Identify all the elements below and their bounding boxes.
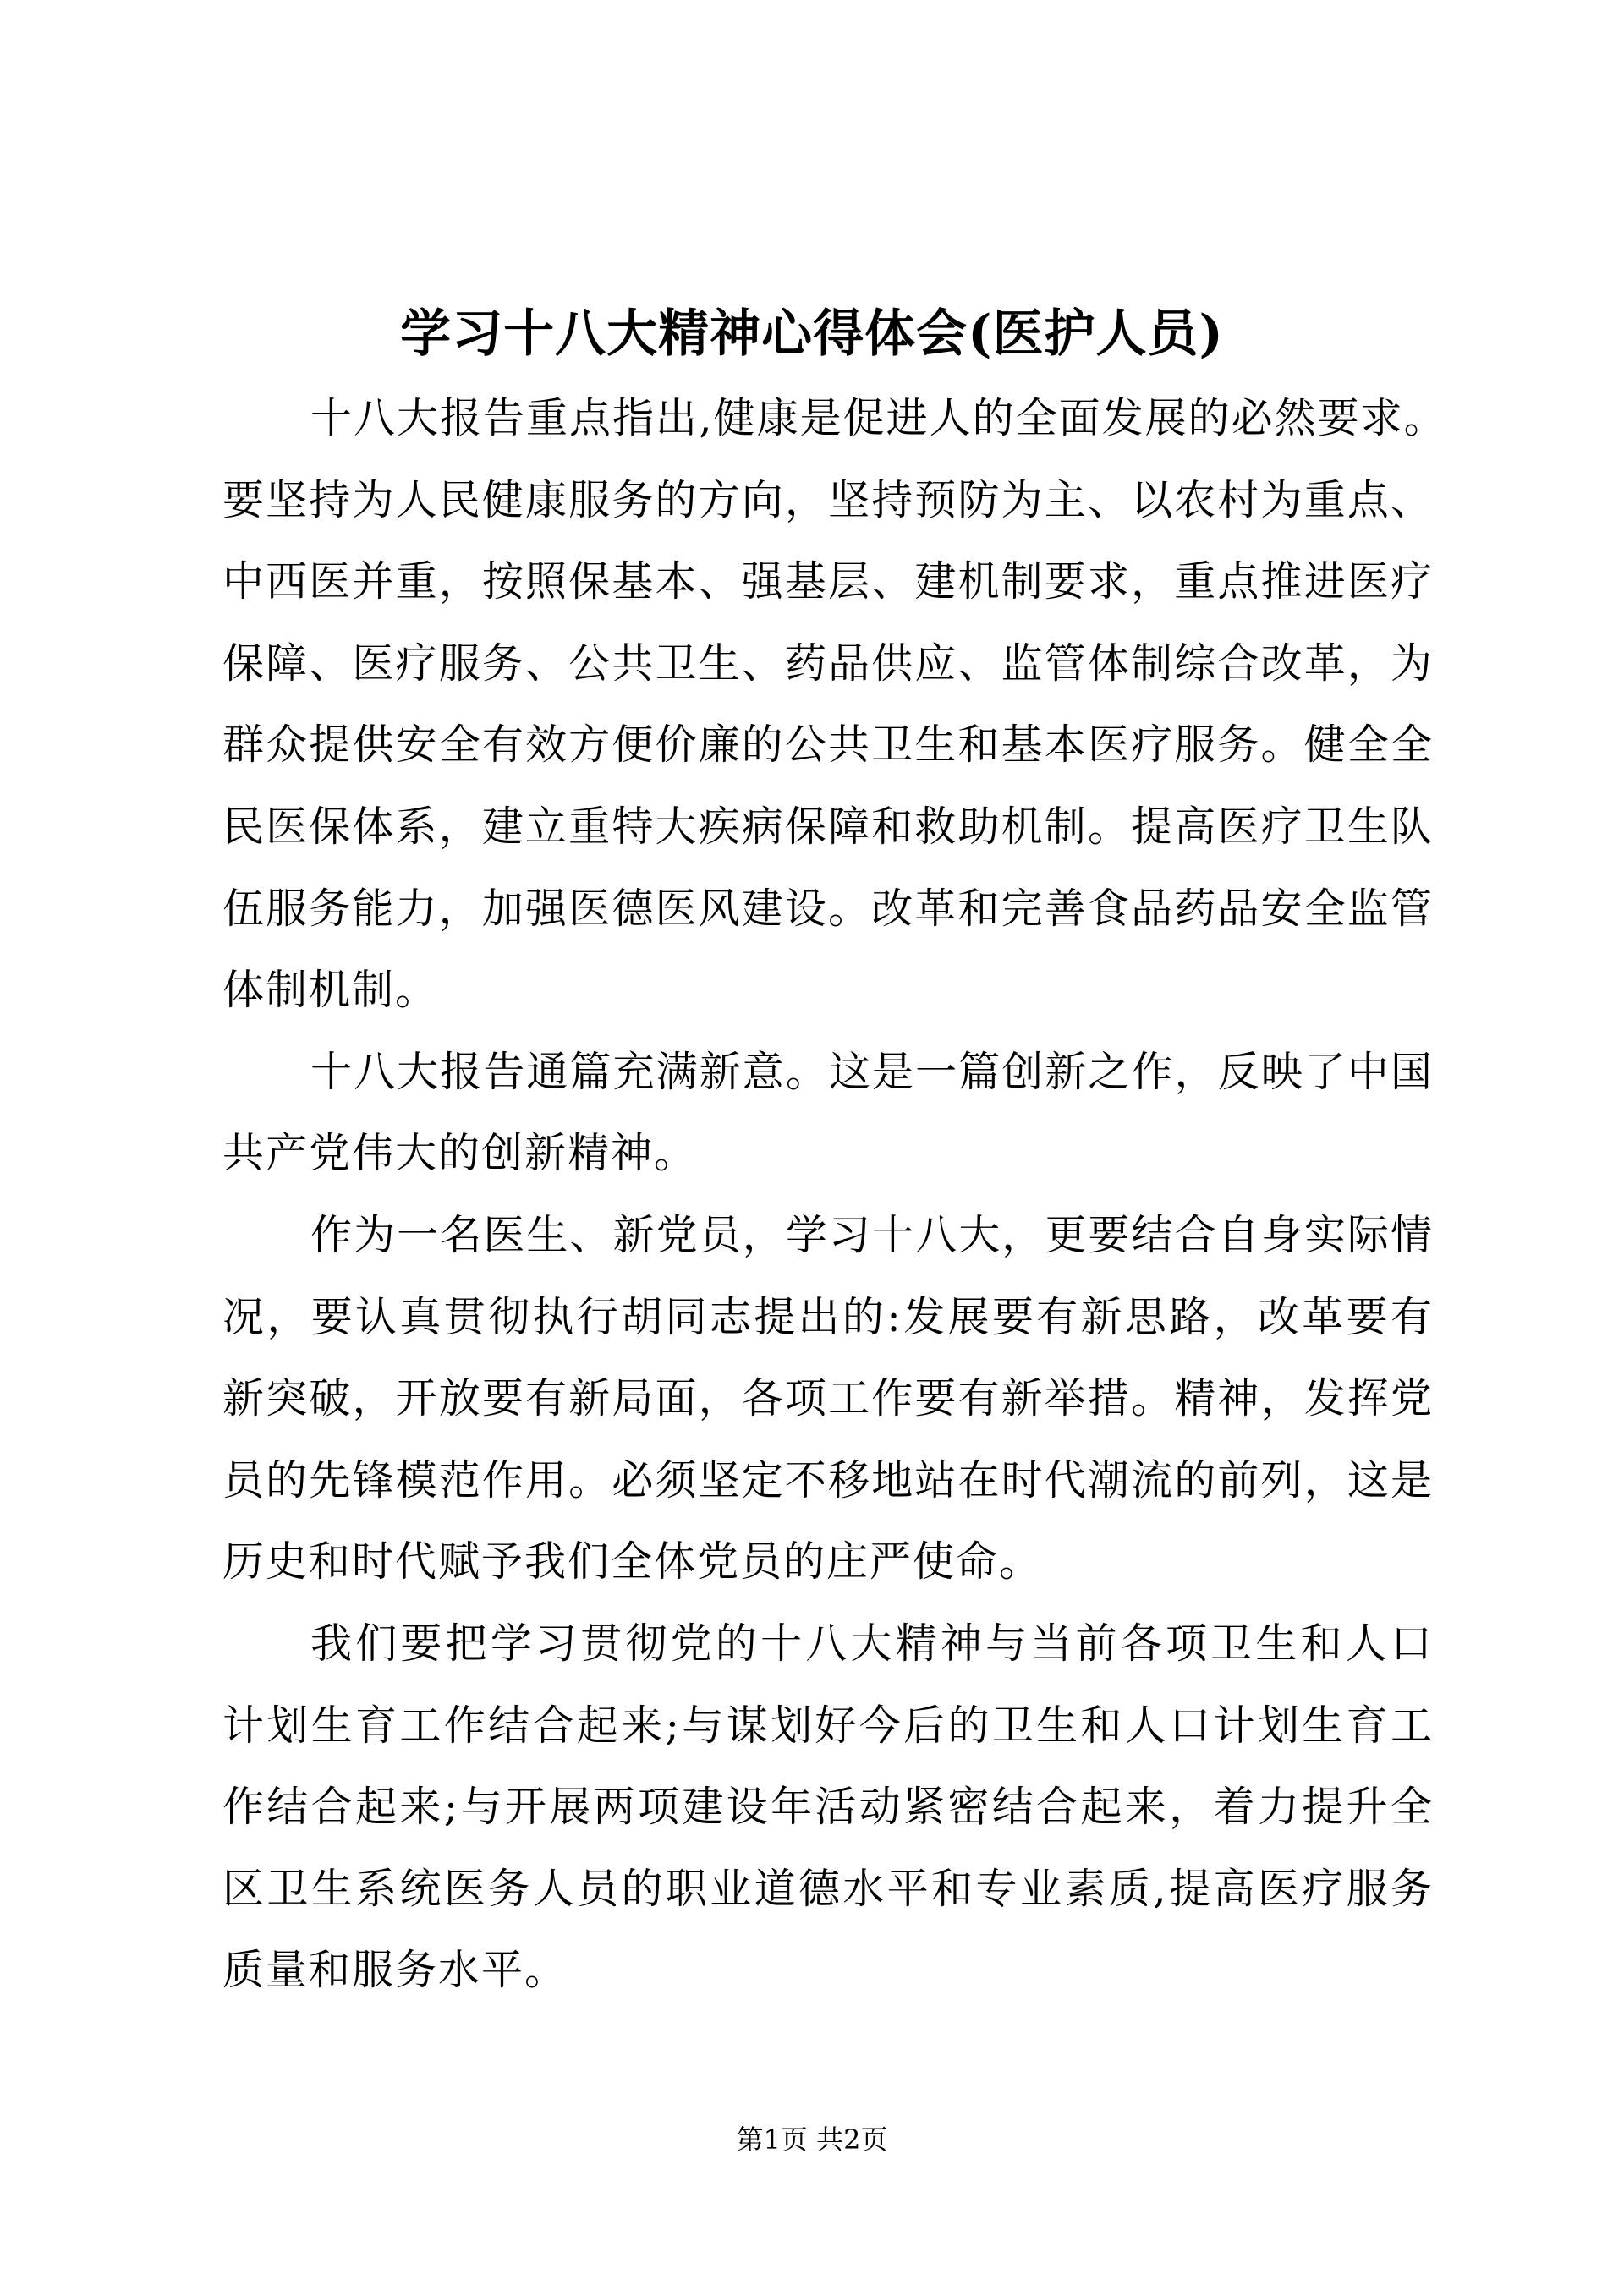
text-line: 保障、医疗服务、公共卫生、药品供应、监管体制综合改革，为 (222, 638, 1434, 688)
text-line: 质量和服务水平。 (222, 1946, 568, 1995)
paragraph (222, 378, 1447, 1032)
text-line: 十八大报告通篇充满新意。这是一篇创新之作，反映了中国 (310, 1047, 1434, 1096)
text-line: 体制机制。 (222, 966, 439, 1015)
text-line: 民医保体系，建立重特大疾病保障和救助机制。提高医疗卫生队 (222, 802, 1434, 851)
text-line: 中西医并重，按照保基本、强基层、建机制要求，重点推进医疗 (222, 557, 1434, 606)
text-line: 新突破，开放要有新局面，各项工作要有新举措。精神，发挥党 (222, 1374, 1434, 1423)
text-line: 况，要认真贯彻执行胡同志提出的:发展要有新思路，改革要有 (222, 1292, 1434, 1341)
paragraph (222, 1195, 1434, 1603)
text-line: 共产党伟大的创新精神。 (222, 1129, 698, 1178)
page-number-footer: 第1页 共2页 (736, 2123, 888, 2156)
document-title: 学习十八大精神心得体会(医护人员) (400, 304, 1224, 364)
text-line: 作为一名医生、新党员，学习十八大，更要结合自身实际情 (310, 1210, 1434, 1259)
document-body (222, 378, 1447, 2012)
text-line: 十八大报告重点指出,健康是促进人的全面发展的必然要求。 (310, 394, 1447, 442)
text-line: 区卫生系统医务人员的职业道德水平和专业素质,提高医疗服务 (222, 1864, 1434, 1913)
text-line: 群众提供安全有效方便价廉的公共卫生和基本医疗服务。健全全 (222, 721, 1434, 770)
text-line: 我们要把学习贯彻党的十八大精神与当前各项卫生和人口 (310, 1619, 1434, 1668)
paragraph (222, 1032, 1434, 1195)
text-line: 作结合起来;与开展两项建设年活动紧密结合起来，着力提升全 (222, 1783, 1434, 1832)
text-line: 历史和时代赋予我们全体党员的庄严使命。 (222, 1537, 1043, 1586)
text-line: 员的先锋模范作用。必须坚定不移地站在时代潮流的前列，这是 (222, 1455, 1434, 1504)
text-line: 计划生育工作结合起来;与谋划好今后的卫生和人口计划生育工 (222, 1701, 1434, 1750)
paragraph (222, 1603, 1434, 2012)
text-line: 伍服务能力，加强医德医风建设。改革和完善食品药品安全监管 (222, 884, 1434, 933)
text-line: 要坚持为人民健康服务的方向，坚持预防为主、以农村为重点、 (222, 475, 1434, 524)
